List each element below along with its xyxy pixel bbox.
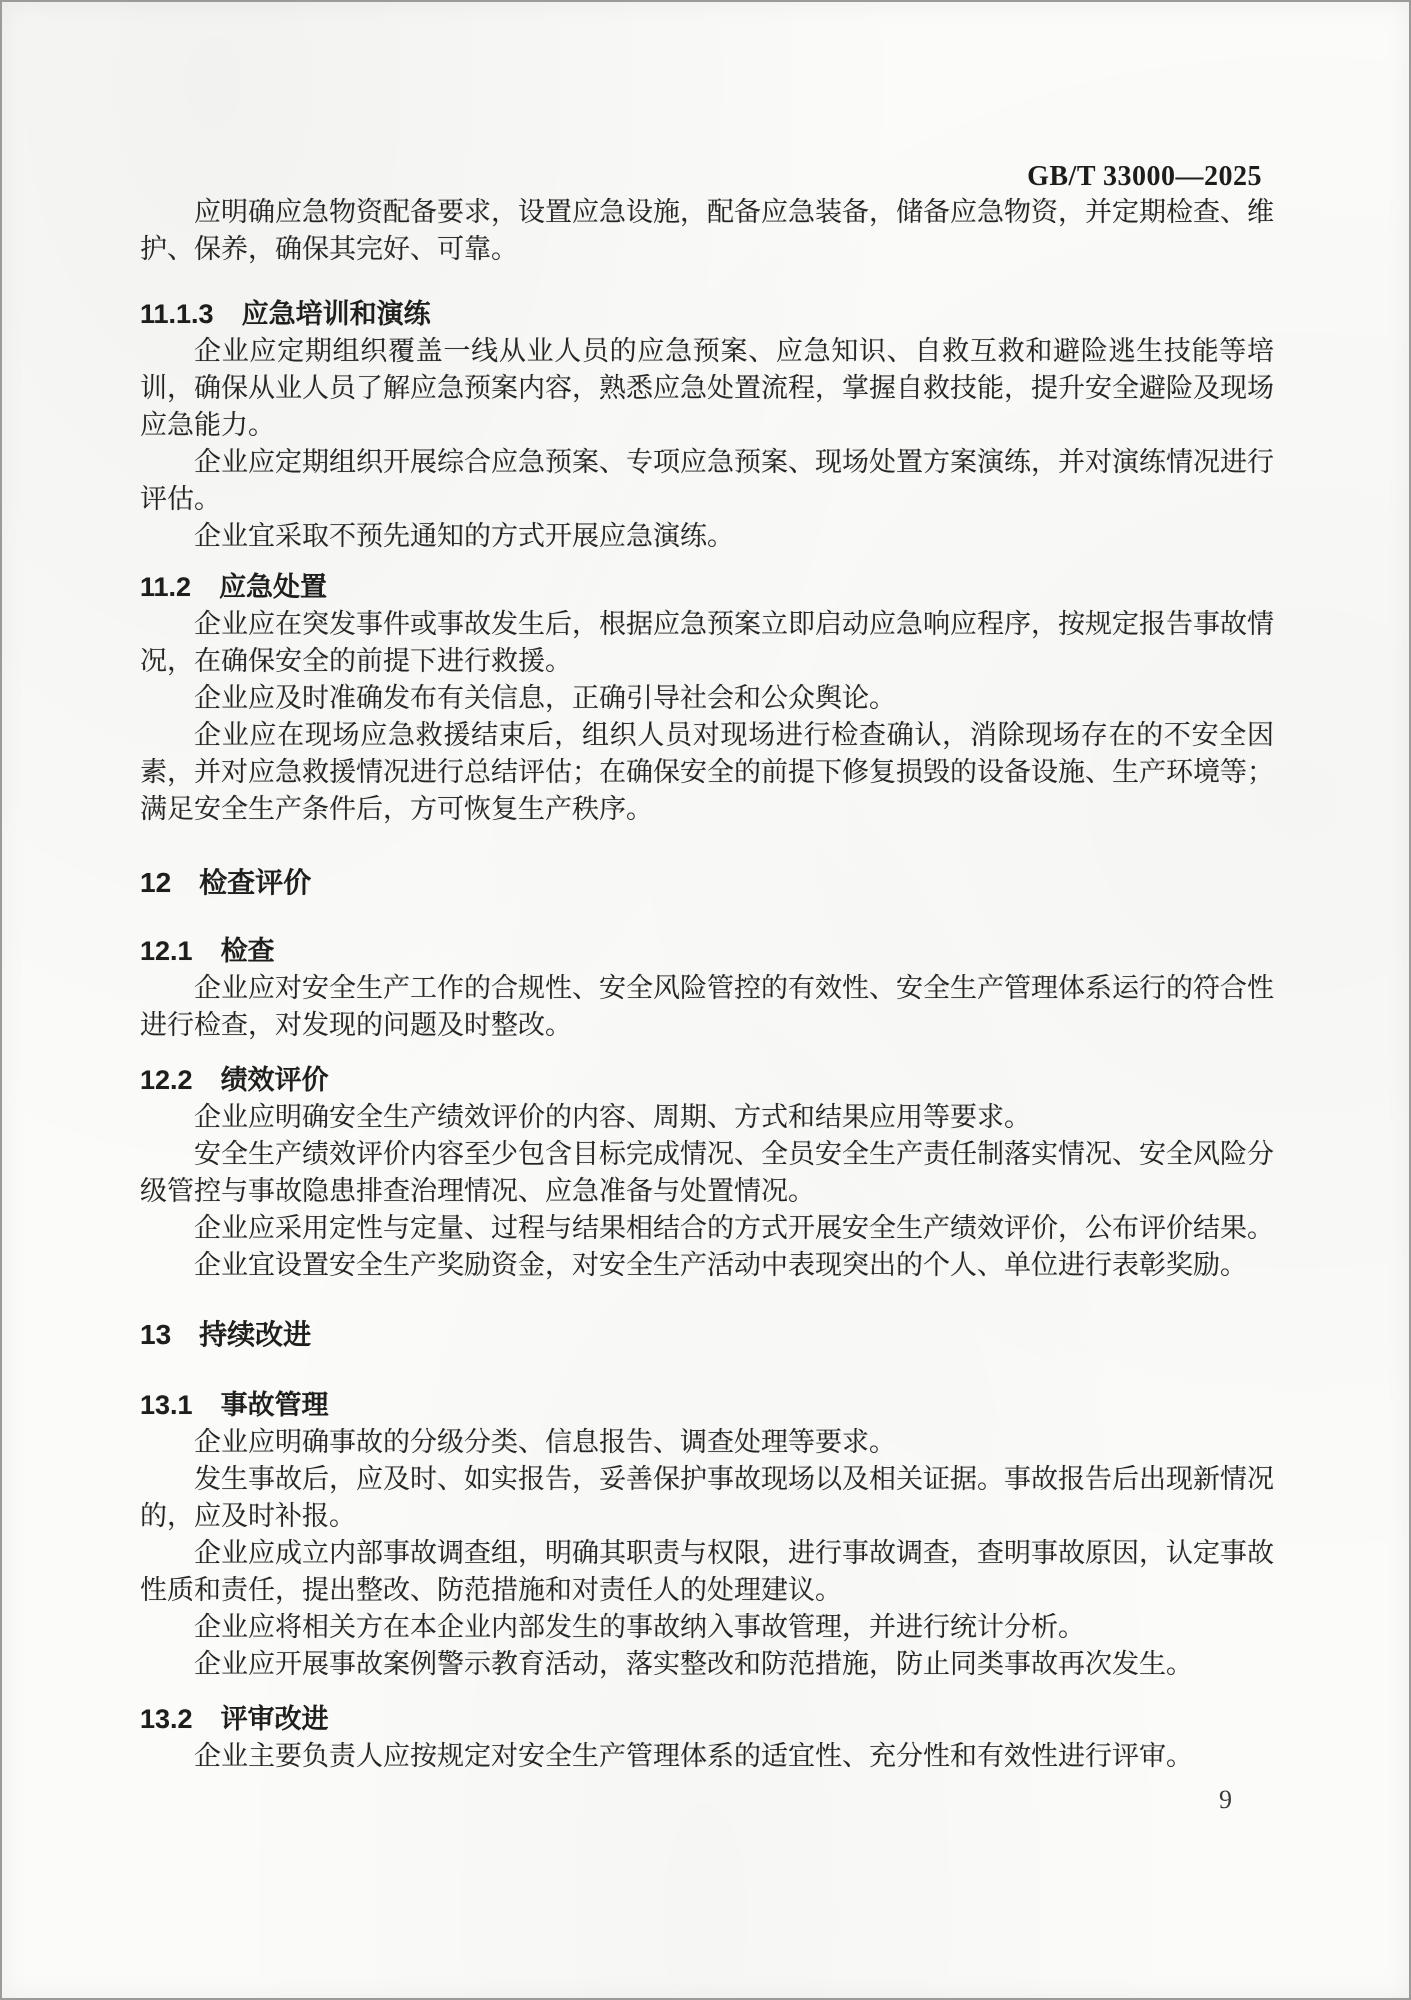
paragraph-management-review: 企业主要负责人应按规定对安全生产管理体系的适宜性、充分性和有效性进行评审。 <box>194 1741 1193 1771</box>
paragraph-contractor-accidents: 企业应将相关方在本企业内部发生的事故纳入事故管理，并进行统计分析。 <box>194 1612 1085 1642</box>
paragraph-case-education: 企业应开展事故案例警示教育活动，落实整改和防范措施，防止同类事故再次发生。 <box>194 1649 1193 1679</box>
section-number: 13.2 <box>140 1704 193 1734</box>
section-number: 11.1.3 <box>140 299 214 329</box>
chapter-number: 12 <box>140 867 172 898</box>
paragraph-emergency-response: 企业应在突发事件或事故发生后，根据应急预案立即启动应急响应程序，按规定报告事故情况，在确保安全的前提下进行救援。 <box>140 609 1274 676</box>
section-title: 应急培训和演练 <box>241 299 431 329</box>
section-number: 12.2 <box>140 1065 193 1095</box>
paragraph-performance-method: 企业应采用定性与定量、过程与结果相结合的方式开展安全生产绩效评价，公布评价结果。 <box>194 1213 1274 1243</box>
section-heading-12-1 <box>140 933 1274 970</box>
chapter-heading-13 <box>140 1316 1274 1353</box>
section-number: 11.2 <box>140 572 192 602</box>
section-number: 13.1 <box>140 1390 193 1420</box>
paragraph-drills: 企业应定期组织开展综合应急预案、专项应急预案、现场处置方案演练，并对演练情况进行评估。 <box>140 447 1274 514</box>
paragraph-information-release: 企业应及时准确发布有关信息，正确引导社会和公众舆论。 <box>194 683 896 713</box>
paragraph-performance-requirements: 企业应明确安全生产绩效评价的内容、周期、方式和结果应用等要求。 <box>194 1102 1031 1132</box>
paragraph-emergency-supplies: 应明确应急物资配备要求，设置应急设施，配备应急装备，储备应急物资，并定期检查、维护、保养，确保其完好、可靠。 <box>140 197 1274 264</box>
section-heading-12-2 <box>140 1062 1274 1099</box>
paragraph-training: 企业应定期组织覆盖一线从业人员的应急预案、应急知识、自救互救和避险逃生技能等培训，确保从业人员了解应急预案内容，熟悉应急处置流程，掌握自救技能，提升安全避险及现场应急能力。 <box>140 336 1274 440</box>
paragraph-investigation-team: 企业应成立内部事故调查组，明确其职责与权限，进行事故调查，查明事故原因，认定事故性质和责任，提出整改、防范措施和对责任人的处理建议。 <box>140 1538 1274 1605</box>
chapter-title: 检查评价 <box>199 867 312 898</box>
section-title: 评审改进 <box>220 1704 329 1734</box>
section-heading-11-2 <box>140 569 1274 606</box>
section-number: 12.1 <box>140 936 193 966</box>
chapter-heading-12 <box>140 864 1274 901</box>
standard-code: GB/T 33000—2025 <box>1027 161 1262 192</box>
section-heading-13-2 <box>140 1701 1274 1738</box>
paragraph-inspection: 企业应对安全生产工作的合规性、安全风险管控的有效性、安全生产管理体系运行的符合性进行检查，对发现的问题及时整改。 <box>140 973 1274 1040</box>
paragraph-accident-report: 发生事故后，应及时、如实报告，妥善保护事故现场以及相关证据。事故报告后出现新情况的，应及时补报。 <box>140 1464 1274 1531</box>
paragraph-reward-fund: 企业宜设置安全生产奖励资金，对安全生产活动中表现突出的个人、单位进行表彰奖励。 <box>194 1250 1247 1280</box>
section-heading-13-1 <box>140 1387 1274 1424</box>
section-heading-11-1-3 <box>140 296 1274 333</box>
chapter-number: 13 <box>140 1319 172 1350</box>
section-title: 事故管理 <box>220 1390 329 1420</box>
document-body <box>140 194 1274 1775</box>
section-title: 绩效评价 <box>220 1065 329 1095</box>
paragraph-unannounced-drills: 企业宜采取不预先通知的方式开展应急演练。 <box>194 521 734 551</box>
chapter-title: 持续改进 <box>199 1319 312 1350</box>
section-title: 检查 <box>220 936 275 966</box>
paragraph-performance-content: 安全生产绩效评价内容至少包含目标完成情况、全员安全生产责任制落实情况、安全风险分级管控与事故隐患排查治理情况、应急准备与处置情况。 <box>140 1139 1274 1206</box>
paragraph-post-rescue: 企业应在现场应急救援结束后，组织人员对现场进行检查确认，消除现场存在的不安全因素，并对应急救援情况进行总结评估；在确保安全的前提下修复损毁的设备设施、生产环境等；满足安全生产条件后，方可恢复生产秩序。 <box>140 720 1274 824</box>
paragraph-accident-requirements: 企业应明确事故的分级分类、信息报告、调查处理等要求。 <box>194 1427 896 1457</box>
page-number: 9 <box>1219 1785 1232 1814</box>
section-title: 应急处置 <box>219 572 328 602</box>
